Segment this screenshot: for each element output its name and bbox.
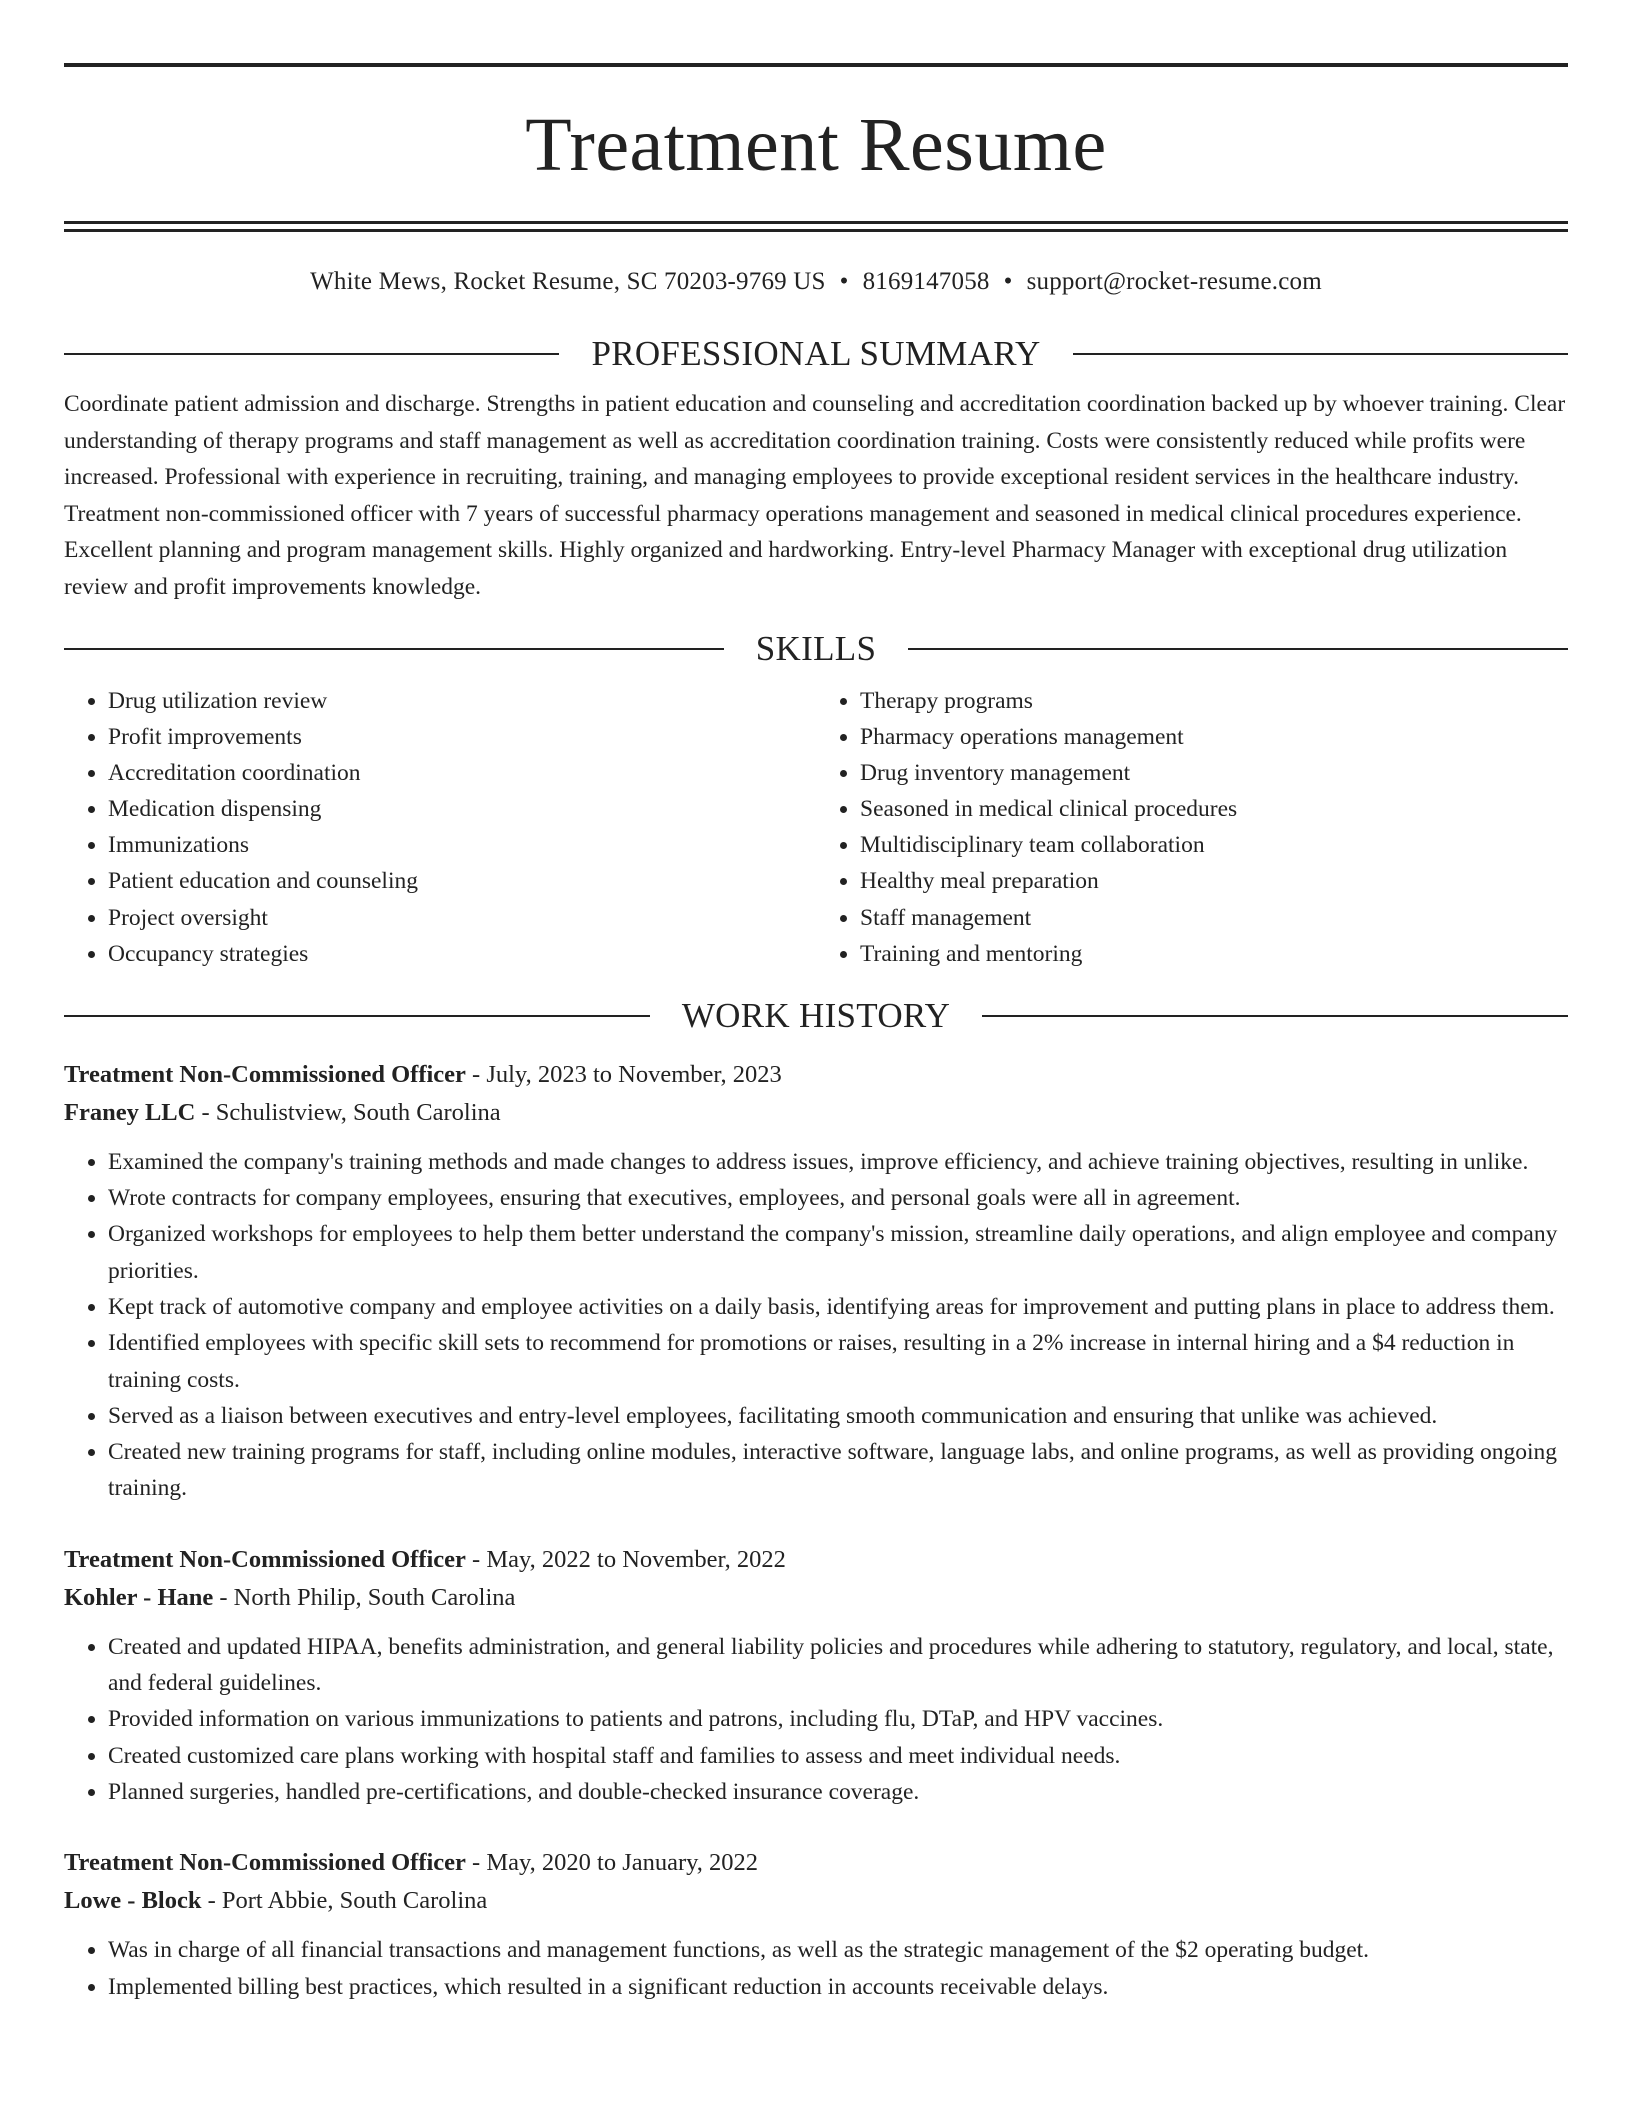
heading-rule: [64, 648, 724, 650]
skills-columns: [64, 683, 1568, 972]
skill-item: • Staff management: [860, 900, 1568, 936]
job-dates: - July, 2023 to November, 2023: [465, 1060, 782, 1088]
section-heading-skills: [64, 627, 1568, 671]
job-dates: - May, 2022 to November, 2022: [465, 1545, 786, 1573]
contact-separator: •: [1003, 268, 1013, 295]
job-bullets: [64, 1144, 1568, 1507]
job-bullet: • Planned surgeries, handled pre-certifications, and double-checked insurance coverage.: [108, 1774, 1568, 1810]
skill-item: • Pharmacy operations management: [860, 719, 1568, 755]
job-entry: [64, 1844, 1568, 2005]
job-entry: [64, 1056, 1568, 1507]
job-location: - Schulistview, South Carolina: [195, 1098, 501, 1126]
job-bullet: • Provided information on various immunizations to patients and patrons, including flu, DTaP, and HPV vaccines.: [108, 1701, 1568, 1737]
heading-rule: [1073, 353, 1568, 355]
job-dates: - May, 2020 to January, 2022: [465, 1849, 759, 1877]
job-bullets: [64, 1629, 1568, 1810]
skill-item: • Drug inventory management: [860, 755, 1568, 791]
section-title: SKILLS: [755, 629, 877, 668]
skill-item: • Healthy meal preparation: [860, 863, 1568, 899]
skills-list-left: [64, 683, 816, 972]
skill-item: • Project oversight: [108, 900, 816, 936]
job-company: Kohler - Hane: [64, 1583, 214, 1611]
contact-address: White Mews, Rocket Resume, SC 70203-9769 US: [310, 268, 826, 295]
job-bullet: • Organized workshops for employees to help them better understand the company's mission, streamline daily operations, and align employee and company priorities.: [108, 1216, 1568, 1289]
skill-item: • Patient education and counseling: [108, 863, 816, 899]
summary-text: Coordinate patient admission and discharge. Strengths in patient education and counseling and accreditation coordination backed up by whoever training. Clear understanding of therapy programs and staff management as well as accreditation coordination training. Costs were consistently reduced while profits were increased. Professional with experience in recruiting, training, and managing employees to provide exceptional resident services in the healthcare industry. Treatment non-commissioned officer with 7 years of successful pharmacy operations management and seasoned in medical clinical procedures experience. Excellent planning and program management skills. Highly organized and hardworking. Entry-level Pharmacy Manager with exceptional drug utilization review and profit improvements knowledge.: [64, 391, 1566, 600]
skill-item: • Drug utilization review: [108, 683, 816, 719]
top-rule: [64, 63, 1568, 67]
job-bullet: • Implemented billing best practices, which resulted in a significant reduction in accounts receivable delays.: [108, 1969, 1568, 2005]
contact-separator: •: [839, 268, 849, 295]
job-title: Treatment Non-Commissioned Officer: [64, 1849, 466, 1877]
job-bullet: • Created customized care plans working with hospital staff and families to assess and meet individual needs.: [108, 1738, 1568, 1774]
job-company: Lowe - Block: [64, 1887, 202, 1915]
job-company-line: [64, 1094, 1568, 1132]
job-bullet: • Served as a liaison between executives and entry-level employees, facilitating smooth communication and ensuring that unlike was achieved.: [108, 1398, 1568, 1434]
section-heading-summary: [64, 332, 1568, 376]
skill-item: • Accreditation coordination: [108, 755, 816, 791]
job-title: Treatment Non-Commissioned Officer: [64, 1060, 466, 1088]
job-bullet: • Was in charge of all financial transactions and management functions, as well as the strategic management of the $2 operating budget.: [108, 1932, 1568, 1968]
skill-item: • Occupancy strategies: [108, 936, 816, 972]
job-company-line: [64, 1579, 1568, 1617]
job-bullet: • Kept track of automotive company and employee activities on a daily basis, identifying areas for improvement and putting plans in place to address them.: [108, 1289, 1568, 1325]
heading-rule: [64, 1015, 650, 1017]
job-bullet: • Examined the company's training methods and made changes to address issues, improve efficiency, and achieve training objectives, resulting in unlike.: [108, 1144, 1568, 1180]
skill-item: • Multidisciplinary team collaboration: [860, 827, 1568, 863]
skill-item: • Seasoned in medical clinical procedures: [860, 791, 1568, 827]
section-heading-work-history: [64, 994, 1568, 1038]
skill-item: • Training and mentoring: [860, 936, 1568, 972]
job-bullet: • Created and updated HIPAA, benefits administration, and general liability policies and procedures while adhering to statutory, regulatory, and local, state, and federal guidelines.: [108, 1629, 1568, 1702]
job-title-line: [64, 1844, 1568, 1882]
job-entry: [64, 1541, 1568, 1810]
heading-rule: [908, 648, 1568, 650]
job-bullets: [64, 1932, 1568, 2005]
contact-email: support@rocket-resume.com: [1026, 268, 1322, 295]
job-company-line: [64, 1882, 1568, 1920]
heading-rule: [982, 1015, 1568, 1017]
job-location: - North Philip, South Carolina: [213, 1583, 516, 1611]
skill-item: • Medication dispensing: [108, 791, 816, 827]
section-title: WORK HISTORY: [681, 995, 951, 1035]
skill-item: • Immunizations: [108, 827, 816, 863]
job-bullet: • Created new training programs for staff, including online modules, interactive software, language labs, and online programs, as well as providing ongoing training.: [108, 1434, 1568, 1507]
job-title-line: [64, 1056, 1568, 1094]
heading-rule: [64, 353, 559, 355]
job-company: Franey LLC: [64, 1098, 196, 1126]
title-double-rule: [64, 221, 1568, 232]
contact-line: [64, 266, 1568, 298]
skill-item: • Therapy programs: [860, 683, 1568, 719]
job-bullet: • Identified employees with specific skill sets to recommend for promotions or raises, resulting in a 2% increase in internal hiring and a $4 reduction in training costs.: [108, 1325, 1568, 1398]
section-title: PROFESSIONAL SUMMARY: [591, 334, 1041, 373]
job-location: - Port Abbie, South Carolina: [201, 1887, 488, 1915]
job-bullet: • Wrote contracts for company employees, ensuring that executives, employees, and personal goals were all in agreement.: [108, 1180, 1568, 1216]
skill-item: • Profit improvements: [108, 719, 816, 755]
job-title: Treatment Non-Commissioned Officer: [64, 1545, 466, 1573]
contact-phone: 8169147058: [862, 268, 990, 295]
resume-title: Treatment Resume: [525, 103, 1107, 187]
job-title-line: [64, 1541, 1568, 1579]
skills-list-right: [816, 683, 1568, 972]
